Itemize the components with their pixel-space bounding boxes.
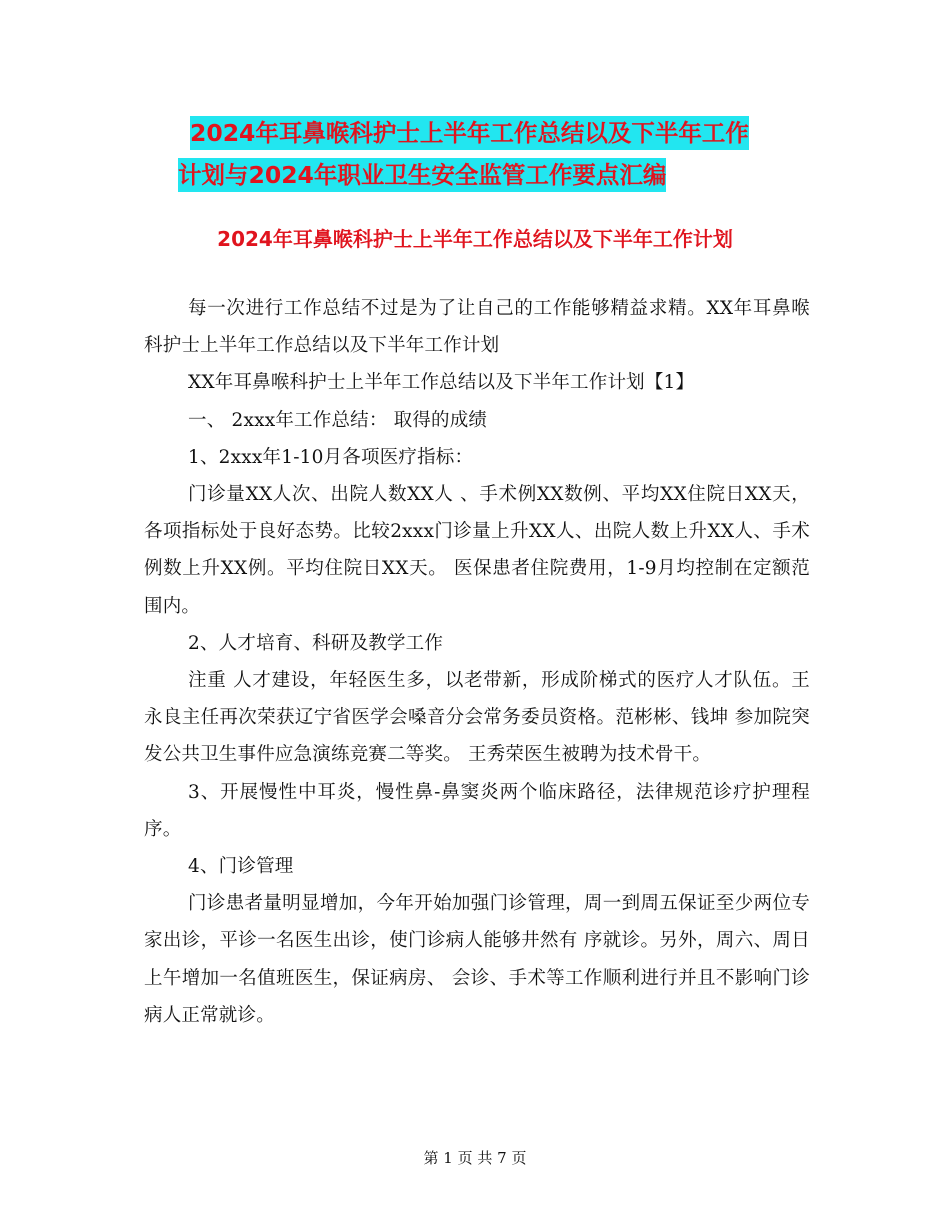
- document-body: [144, 290, 810, 1034]
- page-footer: 第 1 页 共 7 页: [423, 1149, 527, 1167]
- document-title: [140, 112, 840, 196]
- paragraph: 1、2xxx年1-10月各项医疗指标：: [188, 446, 474, 468]
- paragraph: 4、门诊管理: [188, 856, 294, 878]
- paragraph: 每一次进行工作总结不过是为了让自己的工作能够精益求精。XX年耳鼻喉科护士上半年工作总结以及下半年工作计划: [144, 298, 810, 357]
- title-line-1: 2024年耳鼻喉科护士上半年工作总结以及下半年工作: [190, 116, 749, 150]
- paragraph: 注重 人才建设，年轻医生多，以老带新，形成阶梯式的医疗人才队伍。王永良主任再次荣获辽宁省医学会嗓音分会常务委员资格。范彬彬、钱坤 参加院突发公共卫生事件应急演练竞赛二等奖。 王秀荣医生被聘为技术骨干。: [144, 670, 810, 766]
- paragraph: 门诊量XX人次、出院人数XX人 、手术例XX数例、平均XX住院日XX天，各项指标处于良好态势。比较2xxx门诊量上升XX人、出院人数上升XX人、手术例数上升XX例。平均住院日XX天。 医保患者住院费用，1-9月均控制在定额范围内。: [144, 484, 810, 617]
- paragraph: 2、人才培育、科研及教学工作: [188, 632, 444, 654]
- paragraph: 3、开展慢性中耳炎，慢性鼻-鼻窦炎两个临床路径，法律规范诊疗护理程序。: [144, 781, 810, 840]
- title-line-2: 计划与2024年职业卫生安全监管工作要点汇编: [178, 158, 666, 192]
- paragraph: 门诊患者量明显增加，今年开始加强门诊管理，周一到周五保证至少两位专家出诊，平诊一名医生出诊，使门诊病人能够井然有 序就诊。另外，周六、周日上午增加一名值班医生，保证病房、 会诊、手术等工作顺利进行并且不影响门诊病人正常就诊。: [144, 893, 810, 1026]
- paragraph: 一、 2xxx年工作总结： 取得的成绩: [188, 409, 488, 431]
- paragraph: XX年耳鼻喉科护士上半年工作总结以及下半年工作计划【1】: [188, 372, 695, 394]
- section-heading: 2024年耳鼻喉科护士上半年工作总结以及下半年工作计划: [217, 227, 733, 251]
